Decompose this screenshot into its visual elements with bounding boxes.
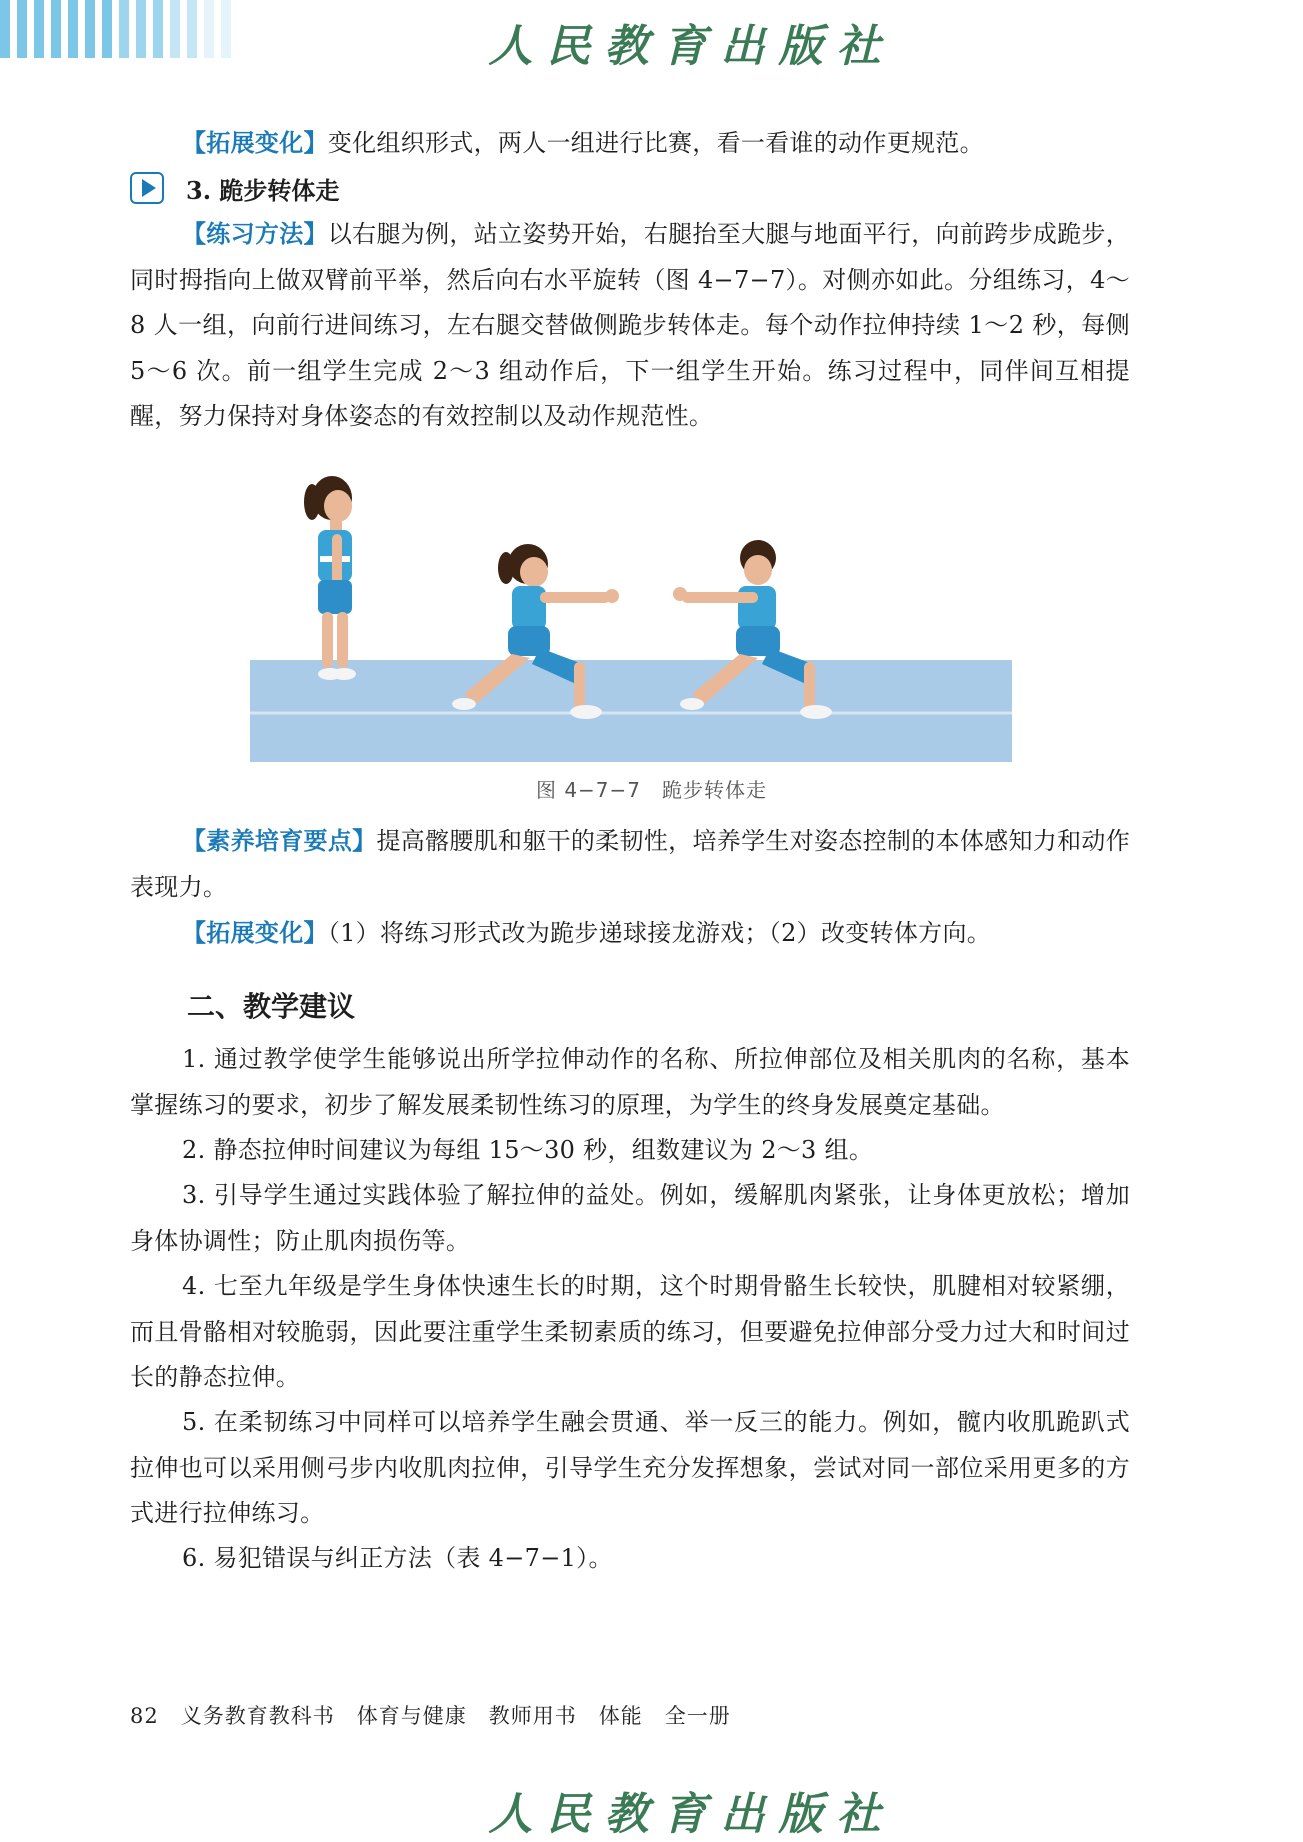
suggestion-6: 6. 易犯错误与纠正方法（表 4−7−1）。 <box>182 1544 613 1572</box>
floor-mat <box>250 660 1012 762</box>
publisher-logo-top: 人民教育出版社 <box>488 21 895 72</box>
figure-standing-pose <box>304 476 356 680</box>
paragraph-extension-1 <box>130 120 1130 167</box>
figure-caption: 图 4−7−7 跪步转体走 <box>535 778 768 802</box>
suggestion-2: 2. 静态拉伸时间建议为每组 15～30 秒，组数建议为 2～3 组。 <box>182 1136 874 1164</box>
paragraph-literacy <box>130 818 1130 910</box>
suggestion-5: 5. 在柔韧练习中同样可以培养学生融会贯通、举一反三的能力。例如，髋内收肌跪趴式拉伸也可以采用侧弓步内收肌肉拉伸，引导学生充分发挥想象，尝试对同一部位采用更多的方式进行拉伸练习。 <box>130 1408 1130 1527</box>
subheading <box>130 168 339 208</box>
paragraph-text: 变化组织形式，两人一组进行比赛，看一看谁的动作更规范。 <box>327 129 984 157</box>
play-video-icon[interactable] <box>130 172 164 204</box>
paragraph-text: 提高髂腰肌和躯干的柔韧性，培养学生对姿态控制的本体感知力和动作表现力。 <box>130 827 1130 901</box>
tag-extension: 【拓展变化】 <box>182 128 328 157</box>
publisher-logo-bottom: 人民教育出版社 <box>488 1789 895 1840</box>
volume-topic: 体能 <box>598 1704 643 1728</box>
paragraph-text: （1）将练习形式改为跪步递球接龙游戏；（2）改变转体方向。 <box>327 919 992 947</box>
subheading-title: 3. 跪步转体走 <box>186 175 340 205</box>
paragraph-text: 以右腿为例，站立姿势开始，右腿抬至大腿与地面平行，向前跨步成跪步，同时拇指向上做双臂前平举，然后向右水平旋转（图 4−7−7）。对侧亦如此。分组练习，4～8 人一组，向前行进间练习，左右腿交替做侧跪步转体走。每个动作拉伸持续 1～2 秒，每侧 5～6 次。前一组学生完成 2～3 组动作后，下一组学生开始。练习过程中，同伴间互相提醒，努力保持对身体姿态的有效控制以及动作规范性。 <box>130 220 1130 430</box>
page-number: 82 <box>130 1704 159 1728</box>
tag-literacy: 【素养培育要点】 <box>182 826 377 855</box>
suggestion-4: 4. 七至九年级是学生身体快速生长的时期，这个时期骨骼生长较快，肌腱相对较紧绷，而且骨骼相对较脆弱，因此要注重学生柔韧素质的练习，但要避免拉伸部分受力过大和时间过长的静态拉伸。 <box>130 1272 1130 1391</box>
suggestion-3: 3. 引导学生通过实践体验了解拉伸的益处。例如，缓解肌肉紧张，让身体更放松；增加身体协调性；防止肌肉损伤等。 <box>130 1181 1130 1255</box>
paragraph-method <box>130 211 1130 440</box>
book-series: 义务教育教科书 <box>180 1704 335 1728</box>
book-subject: 体育与健康 <box>356 1704 467 1728</box>
page-footer <box>130 1700 753 1730</box>
tag-method: 【练习方法】 <box>182 219 328 248</box>
volume: 全一册 <box>664 1704 731 1728</box>
book-type: 教师用书 <box>488 1704 577 1728</box>
figure-kneeling-twist-walk <box>250 458 1012 762</box>
tag-extension: 【拓展变化】 <box>182 918 328 947</box>
paragraph-extension-2 <box>130 910 1130 957</box>
suggestion-1: 1. 通过教学使学生能够说出所学拉伸动作的名称、所拉伸部位及相关肌肉的名称，基本掌握练习的要求，初步了解发展柔韧性练习的原理，为学生的终身发展奠定基础。 <box>130 1045 1130 1119</box>
section-title: 二、教学建议 <box>187 990 356 1023</box>
